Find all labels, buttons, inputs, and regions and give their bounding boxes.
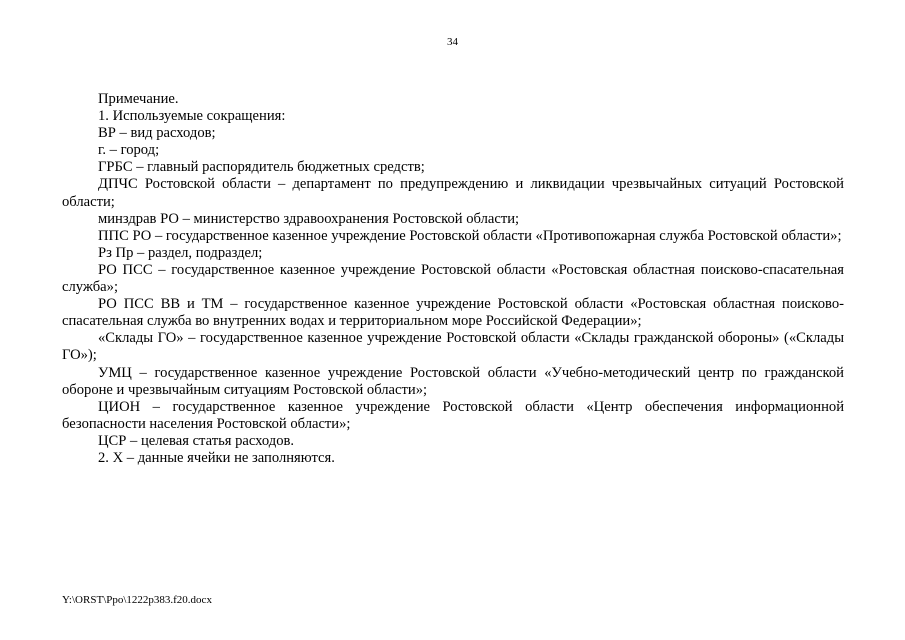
abbreviation-item: «Склады ГО» – государственное казенное учреждение Ростовской области «Склады гражданской обороны» («Склады ГО»); xyxy=(62,330,844,364)
abbreviation-item: ЦИОН – государственное казенное учреждение Ростовской области «Центр обеспечения информационной безопасности населения Ростовской области»; xyxy=(62,398,844,432)
abbreviation-item: минздрав РО – министерство здравоохранения Ростовской области; xyxy=(98,210,520,227)
abbreviation-item: РО ПСС – государственное казенное учреждение Ростовской области «Ростовская областная поисково-спасательная служба»; xyxy=(62,261,844,296)
abbreviation-item: ЦСР – целевая статья расходов. xyxy=(98,432,295,449)
page-number: 34 xyxy=(447,36,458,48)
note-heading: Примечание. xyxy=(98,91,179,107)
abbreviation-item: РО ПСС ВВ и ТМ – государственное казенное учреждение Ростовской области «Ростовская областная поисково-спасательная служба во внутренних водах и территориальном море Российской Федерации»; xyxy=(62,296,844,330)
footer-file-path: Y:\ORST\Ppo\1222p383.f20.docx xyxy=(62,594,212,606)
abbreviation-item: ГРБС – главный распорядитель бюджетных средств; xyxy=(98,159,425,176)
abbreviation-item: ВР – вид расходов; xyxy=(98,125,216,142)
document-body xyxy=(62,91,844,467)
abbreviation-item: ППС РО – государственное казенное учреждение Ростовской области «Противопожарная служба Ростовской области»; xyxy=(98,227,842,244)
abbreviation-item: г. – город; xyxy=(98,142,160,159)
note-item-2: 2. Х – данные ячейки не заполняются. xyxy=(98,449,335,466)
abbreviations-heading: 1. Используемые сокращения: xyxy=(98,108,286,125)
abbreviation-item: ДПЧС Ростовской области – департамент по предупреждению и ликвидации чрезвычайных ситуаций Ростовской области; xyxy=(62,176,844,210)
abbreviation-item: Рз Пр – раздел, подраздел; xyxy=(98,244,263,261)
abbreviation-item: УМЦ – государственное казенное учреждение Ростовской области «Учебно-методический центр по гражданской обороне и чрезвычайным ситуациям Ростовской области»; xyxy=(62,364,844,398)
